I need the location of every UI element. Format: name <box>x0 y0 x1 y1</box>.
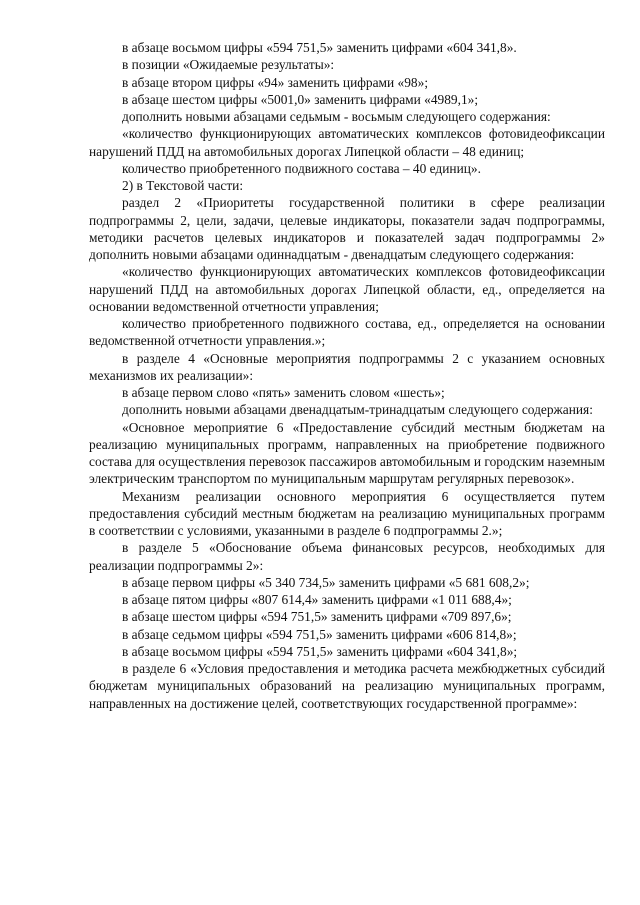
paragraph-3: в абзаце втором цифры «94» заменить цифрами «98»; <box>122 74 429 90</box>
paragraph-7: количество приобретенного подвижного состава – 40 единиц». <box>122 160 481 176</box>
paragraph-8: 2) в Текстовой части: <box>122 178 244 193</box>
paragraph-18: в абзаце первом цифры «5 340 734,5» заменить цифрами «5 681 608,2»; <box>122 574 530 590</box>
paragraph-10: «количество функционирующих автоматических комплексов фотовидеофиксации нарушений ПДД на автомобильных дорогах Липецкой области, ед., определяется на основании ведомственной отчетности управления; <box>89 264 605 314</box>
document-page <box>89 39 605 712</box>
paragraph-16: Механизм реализации основного мероприятия 6 осуществляется путем предоставления субсидий местным бюджетам на реализацию муниципальных программ в соответствии с условиями, указанными в разделе 6 подпрограммы 2.»; <box>89 488 605 538</box>
paragraph-15: «Основное мероприятие 6 «Предоставление субсидий местным бюджетам на реализацию муниципальных программ, направленных на приобретение подвижного состава для осуществления перевозок пассажиров автомобильным и городским наземным электрическим транспортом по муниципальным маршрутам регулярных перевозок». <box>89 419 605 487</box>
paragraph-12: в разделе 4 «Основные мероприятия подпрограммы 2 с указанием основных механизмов их реализации»: <box>89 350 605 383</box>
paragraph-5: дополнить новыми абзацами седьмым - восьмым следующего содержания: <box>122 109 551 124</box>
paragraph-20: в абзаце шестом цифры «594 751,5» заменить цифрами «709 897,6»; <box>122 609 512 625</box>
paragraph-13: в абзаце первом слово «пять» заменить словом «шесть»; <box>122 385 445 400</box>
paragraph-14: дополнить новыми абзацами двенадцатым-тринадцатым следующего содержания: <box>122 402 593 418</box>
paragraph-23: в разделе 6 «Условия предоставления и методика расчета межбюджетных субсидий бюджетам муниципальных образований на реализацию муниципальных программ, направленных на достижение целей, соответствующих государственной программе»: <box>89 661 605 711</box>
paragraph-4: в абзаце шестом цифры «5001,0» заменить цифрами «4989,1»; <box>122 91 479 107</box>
paragraph-17: в разделе 5 «Обоснование объема финансовых ресурсов, необходимых для реализации подпрограммы 2»: <box>89 540 605 573</box>
paragraph-1: в абзаце восьмом цифры «594 751,5» заменить цифрами «604 341,8». <box>122 40 517 55</box>
paragraph-9: раздел 2 «Приоритеты государственной политики в сфере реализации подпрограммы 2, цели, задачи, целевые индикаторы, показатели задач подпрограммы, методики расчетов целевых индикаторов и показателей задач подпрограммы 2» дополнить новыми абзацами одиннадцатым - двенадцатым следующего содержания: <box>89 195 605 262</box>
paragraph-6: «количество функционирующих автоматических комплексов фотовидеофиксации нарушений ПДД на автомобильных дорогах Липецкой области – 48 единиц; <box>89 126 605 159</box>
paragraph-19: в абзаце пятом цифры «807 614,4» заменить цифрами «1 011 688,4»; <box>122 592 512 607</box>
paragraph-22: в абзаце восьмом цифры «594 751,5» заменить цифрами «604 341,8»; <box>122 643 518 659</box>
paragraph-2: в позиции «Ожидаемые результаты»: <box>122 57 335 73</box>
paragraph-11: количество приобретенного подвижного состава, ед., определяется на основании ведомственной отчетности управления.»; <box>89 316 605 349</box>
paragraph-21: в абзаце седьмом цифры «594 751,5» заменить цифрами «606 814,8»; <box>122 626 517 642</box>
